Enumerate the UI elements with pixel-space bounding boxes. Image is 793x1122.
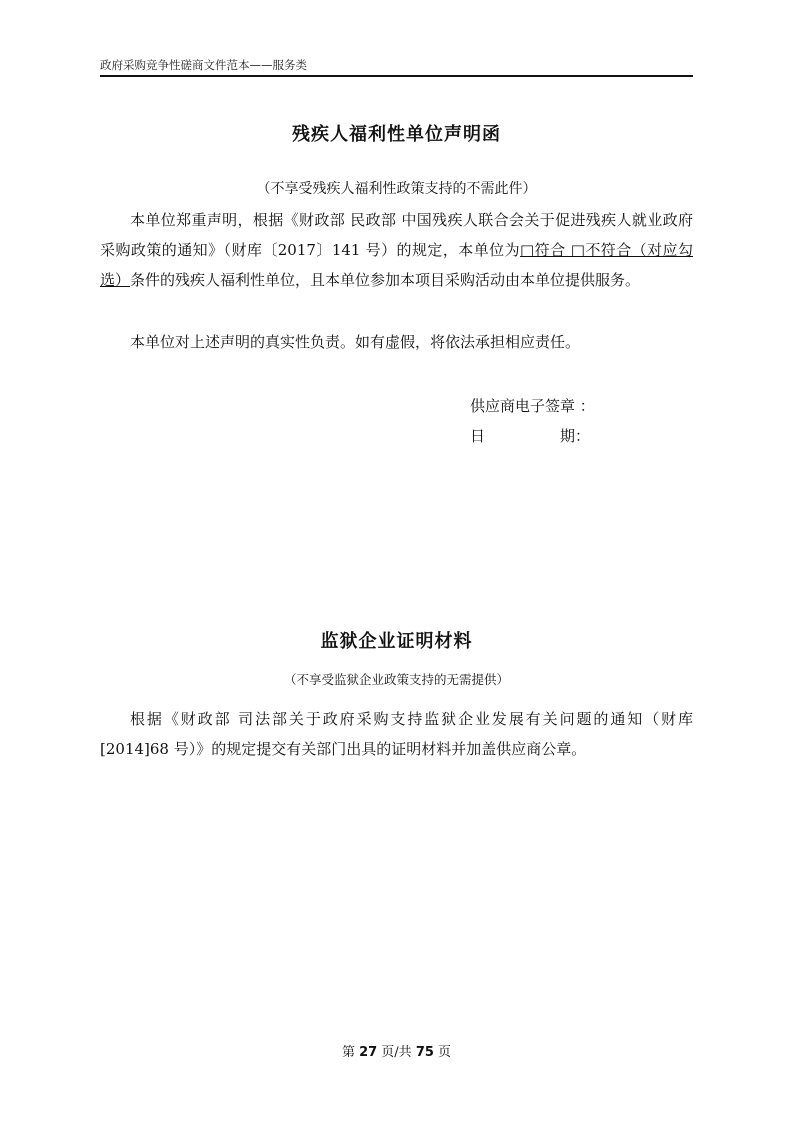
footer-suffix: 页: [433, 1045, 452, 1060]
current-page-number: 27: [359, 1045, 378, 1060]
total-pages: 75: [415, 1045, 434, 1060]
running-header: 政府采购竞争性磋商文件范本——服务类: [100, 58, 307, 72]
section2-note: （不享受监狱企业政策支持的无需提供）: [283, 672, 509, 687]
eligibility-choice: □符合 □不符合（对应勾选）: [100, 241, 693, 289]
section2-title: 监狱企业证明材料: [320, 631, 473, 652]
footer-prefix: 第: [341, 1045, 360, 1060]
footer-middle: 页/共: [377, 1045, 416, 1060]
section1-paragraph-2: 本单位对上述声明的真实性负责。如有虚假，将依法承担相应责任。: [130, 333, 581, 351]
page-footer: [100, 1041, 693, 1060]
section1-note: （不享受残疾人福利性政策支持的不需此件）: [256, 181, 537, 197]
header-divider: [100, 75, 693, 77]
paragraph-text: 条件的残疾人福利性单位，且本单位参加本项目采购活动由本单位提供服务。: [130, 271, 641, 289]
date-label: 日 期：: [470, 427, 591, 445]
section1-title: 残疾人福利性单位声明函: [292, 124, 501, 145]
supplier-signature-label: 供应商电子签章 ：: [470, 397, 595, 415]
section2-paragraph-1: 根据《财政部 司法部关于政府采购支持监狱企业发展有关问题的通知（财库[2014]68 号）》的规定提交有关部门出具的证明材料并加盖供应商公章。: [100, 710, 693, 758]
section1-paragraph-1: [100, 205, 693, 295]
paragraph-text: 本单位郑重声明，根据《财政部 民政部 中国残疾人联合会关于促进残疾人就业政府采购政策的通知》（财库〔2017〕141 号）的规定，本单位为: [100, 211, 693, 259]
